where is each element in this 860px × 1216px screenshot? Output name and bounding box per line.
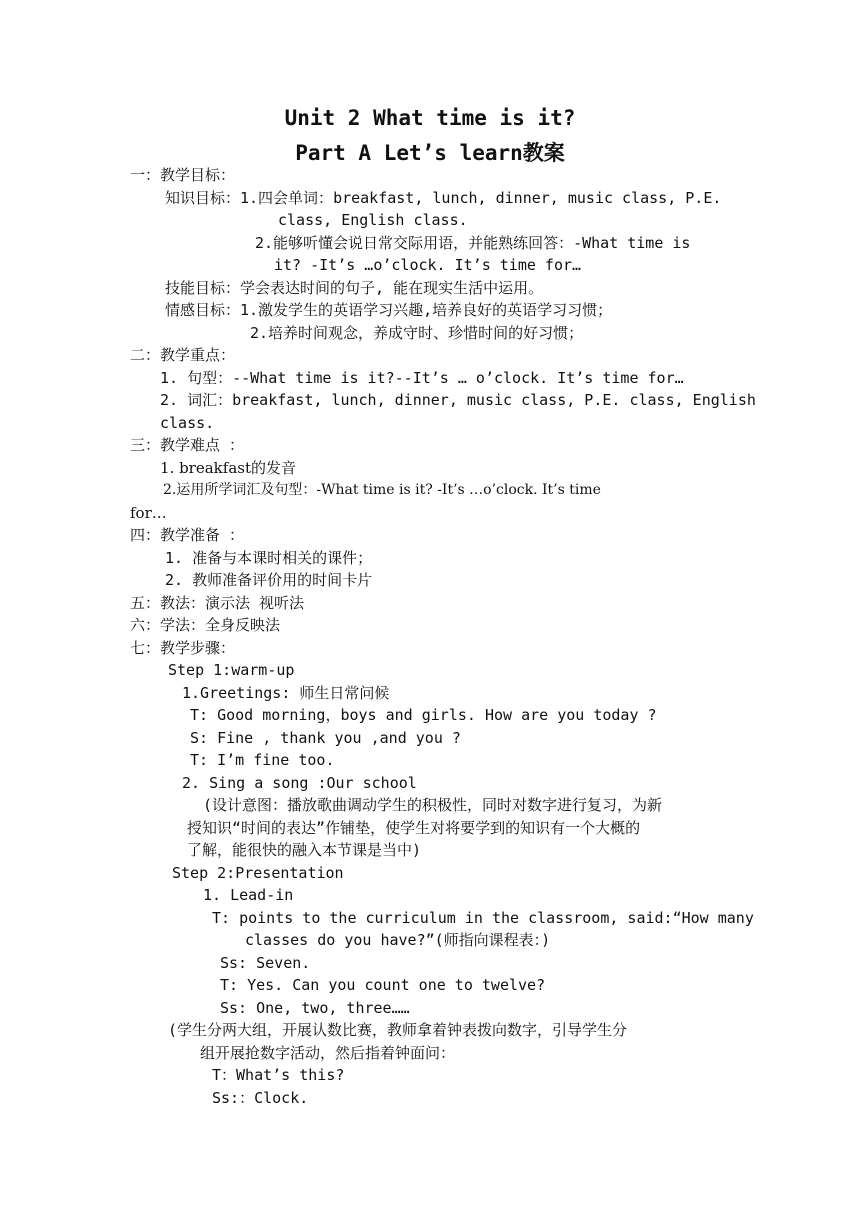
text-line: 情感目标：1.激发学生的英语学习兴趣,培养良好的英语学习习惯； [165,301,613,319]
text-line: 2.运用所学词汇及句型：-What time is it? -It’s …o’clock. It’s time [163,482,601,498]
dialogue-line: T: Good morning，boys and girls. How are you today ? [190,706,657,724]
dialogue-line: S: Fine , thank you ,and you ? [190,729,461,747]
text-line: 技能目标：学会表达时间的句子, 能在现实生活中运用。 [165,279,544,297]
section-heading-key-points: 二：教学重点： [130,346,236,364]
text-line: 组开展抢数字活动，然后指着钟面问： [200,1044,456,1062]
section-heading-preparation: 四：教学准备 ： [130,526,245,544]
dialogue-line: Ss: Seven. [220,954,311,972]
text-line: 2. Sing a song :Our school [182,774,417,792]
text-line: 1. breakfast的发音 [160,459,296,477]
text-line: 授知识“时间的表达”作铺垫，使学生对将要学到的知识有一个大概的 [187,819,641,837]
text-line: (设计意图：播放歌曲调动学生的积极性，同时对数字进行复习，为新 [203,796,663,814]
text-line: 2. 词汇：breakfast, lunch, dinner, music class, P.E. class, English [160,391,756,409]
dialogue-line: T: Yes. Can you count one to twelve? [220,976,546,994]
text-line: (学生分两大组，开展认数比赛，教师拿着钟表拨向数字，引导学生分 [168,1021,628,1039]
text-line: 2. 教师准备评价用的时间卡片 [165,571,373,589]
document-subtitle: Part A Let’s learn教案 [295,141,565,165]
section-heading-steps: 七：教学步骤： [130,639,236,657]
text-line: 2.培养时间观念，养成守时、珍惜时间的好习惯； [250,324,584,342]
text-line: 2.能够听懂会说日常交际用语，并能熟练回答：-What time is [255,234,691,252]
dialogue-line: classes do you have?”(师指向课程表：) [245,931,551,949]
text-line: 1. 准备与本课时相关的课件； [165,549,373,567]
step-heading: Step 2:Presentation [172,864,344,882]
text-line: class. [160,414,215,432]
text-line: 了解，能很快的融入本节课是当中) [187,841,422,859]
text-line: 1. Lead-in [203,886,294,904]
text-line: 1. 句型：--What time is it?--It’s … o’clock. It’s time for… [160,369,684,387]
text-line: 1.Greetings: 师生日常问候 [182,684,390,702]
step-heading: Step 1:warm-up [168,661,295,679]
section-heading-learning-method: 六：学法：全身反映法 [130,616,281,634]
dialogue-line: T: points to the curriculum in the classroom, said:“How many [212,909,754,927]
text-line: class, English class. [278,211,468,229]
section-heading-objectives: 一：教学目标： [130,166,236,184]
dialogue-line: T：What’s this? [212,1066,345,1084]
text-line: 知识目标：1.四会单词：breakfast, lunch, dinner, music class, P.E. [165,189,722,207]
text-line: for… [130,504,167,522]
section-heading-teaching-method: 五：教法：演示法 视听法 [130,594,305,612]
dialogue-line: Ss: One, two, three…… [220,999,410,1017]
dialogue-line: T: I’m fine too. [190,751,335,769]
document-title: Unit 2 What time is it? [284,106,576,130]
text-line: it? -It’s …o’clock. It’s time for… [274,256,582,274]
section-heading-difficulties: 三：教学难点 ： [130,436,245,454]
dialogue-line: Ss:：Clock. [212,1089,309,1107]
